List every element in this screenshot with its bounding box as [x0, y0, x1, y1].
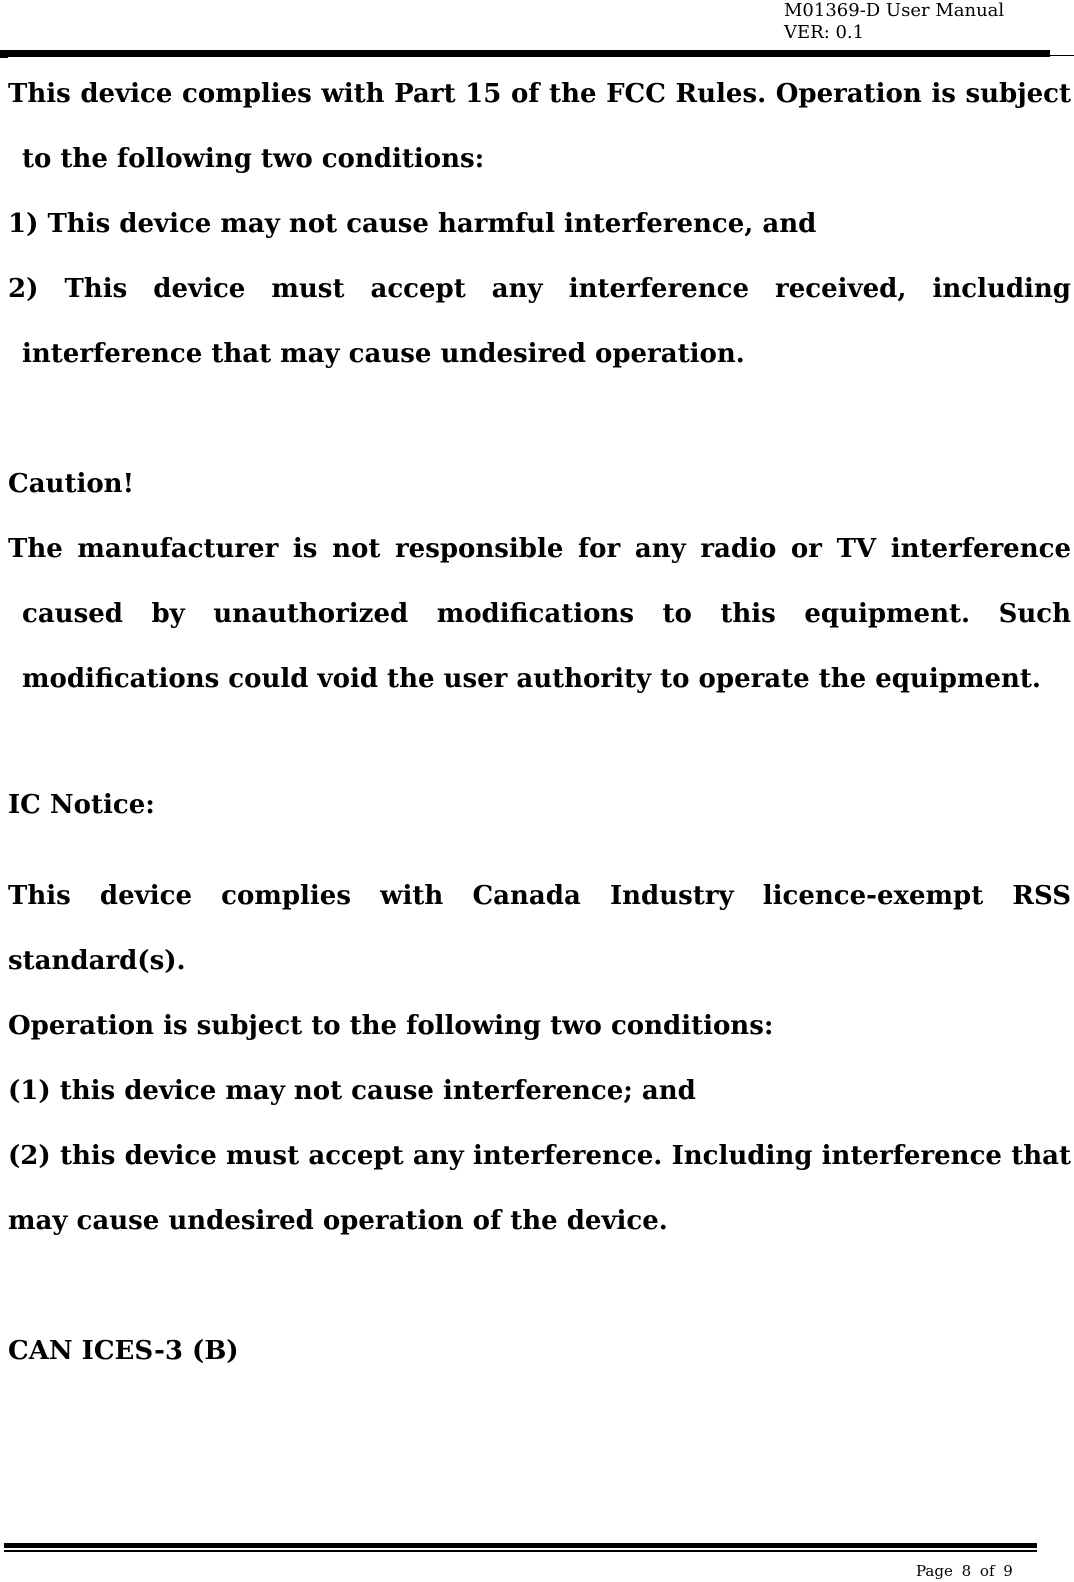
fcc-condition-2: 2) This device must accept any interference received, including interference that may cause undesired operation. — [8, 274, 1071, 369]
footer-rule — [4, 1543, 1037, 1548]
header-rule — [0, 50, 1050, 57]
fcc-condition-1: 1) This device may not cause harmful interference, and — [8, 209, 817, 239]
spacer — [8, 712, 1071, 777]
spacer — [8, 387, 1071, 452]
header-rule-tick — [0, 56, 8, 58]
header-rule-extension — [1050, 55, 1074, 56]
ic-line-2: Operation is subject to the following two conditions: — [8, 1011, 774, 1041]
main-content — [8, 62, 1071, 1384]
ic-condition-1: (1) this device may not cause interference; and — [8, 1076, 696, 1106]
can-ices-label: CAN ICES-3 (B) — [8, 1336, 239, 1366]
ic-heading: IC Notice: — [8, 790, 155, 820]
spacer — [8, 834, 1071, 864]
footer-rule-thin — [4, 1550, 1037, 1552]
ic-line-1: This device complies with Canada Industry licence-exempt RSS standard(s). — [8, 881, 1071, 976]
doc-id: M01369-D User Manual — [784, 0, 1005, 21]
fcc-intro: This device complies with Part 15 of the FCC Rules. Operation is subject to the following two conditions: — [8, 79, 1071, 174]
header-meta — [784, 0, 1004, 44]
page-number: Page 8 of 9 — [916, 1562, 1013, 1580]
doc-version: VER: 0.1 — [784, 22, 865, 43]
caution-text: The manufacturer is not responsible for any radio or TV interference caused by unauthorized modifications to this equipment. Such modifications could void the user authority to operate the equipment. — [8, 534, 1071, 694]
ic-condition-2: (2) this device must accept any interference. Including interference that may cause undesired operation of the device. — [8, 1141, 1071, 1236]
caution-heading: Caution! — [8, 469, 134, 499]
spacer — [8, 1254, 1071, 1319]
